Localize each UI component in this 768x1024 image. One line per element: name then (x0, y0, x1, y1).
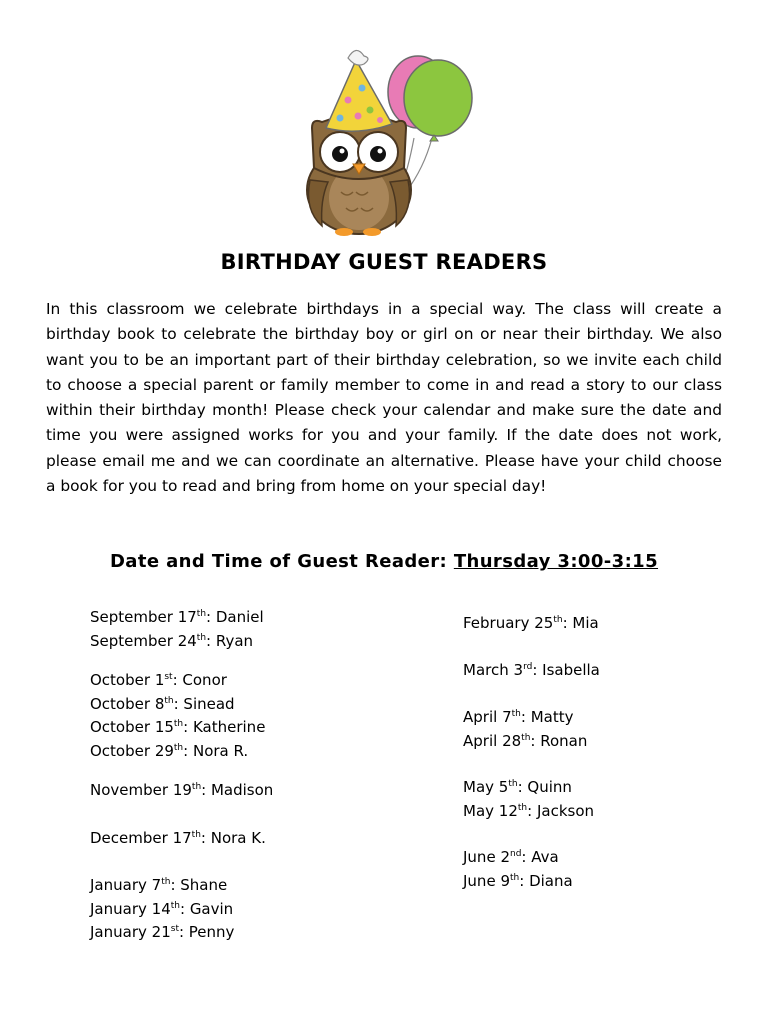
entry-name: Ryan (215, 631, 254, 650)
schedule-group (463, 659, 723, 683)
entry-day-suffix: th (191, 829, 201, 840)
entry-name: Madison (210, 781, 274, 799)
entry-day-suffix: nd (510, 849, 522, 859)
entry-month: September (90, 631, 173, 650)
entry-day: 8 (154, 694, 165, 713)
entry-day: 1 (154, 671, 165, 689)
entry-name: Conor (182, 671, 227, 689)
entry-day: 24 (177, 631, 197, 650)
entry-day-suffix: rd (523, 661, 533, 672)
entry-month: November (90, 781, 169, 799)
entry-month: May (463, 778, 495, 796)
schedule-time: Thursday 3:00-3:15 (453, 551, 659, 572)
schedule-entry: April 28th: Ronan (463, 731, 588, 750)
entry-day-suffix: th (170, 900, 180, 911)
entry-name: Quinn (527, 778, 572, 796)
entry-month: June (463, 848, 496, 866)
schedule-right-column (463, 612, 723, 893)
entry-day: 17 (172, 828, 192, 847)
page-title: BIRTHDAY GUEST READERS (220, 250, 548, 274)
schedule-heading (0, 551, 768, 572)
entry-day-suffix: th (173, 742, 184, 753)
entry-day: 3 (513, 660, 524, 679)
entry-day-suffix: th (196, 632, 207, 643)
green-balloon-icon (404, 60, 472, 136)
entry-name: Nora R. (192, 741, 249, 760)
schedule-entry: January 21st: Penny (90, 923, 235, 941)
entry-month: December (90, 828, 168, 847)
schedule-entry: December 17th: Nora K. (90, 828, 266, 847)
entry-day: 2 (500, 848, 510, 866)
entry-day-suffix: th (161, 877, 171, 887)
schedule-entry: April 7th: Matty (463, 708, 574, 726)
entry-day-suffix: th (510, 872, 520, 883)
schedule-group (90, 669, 420, 763)
schedule-entry: September 17th: Daniel (90, 608, 264, 626)
entry-month: March (463, 660, 509, 679)
schedule-entry: January 14th: Gavin (90, 899, 234, 918)
entry-day: 7 (502, 708, 512, 726)
schedule-group (90, 827, 420, 851)
entry-month: May (463, 801, 495, 820)
entry-day: 19 (172, 781, 192, 799)
entry-name: Diana (529, 871, 573, 890)
schedule-group (90, 874, 420, 945)
entry-name: Ronan (540, 731, 588, 750)
schedule-group (90, 779, 420, 803)
schedule-left-column (90, 606, 420, 945)
schedule-entry: September 24th: Ryan (90, 631, 254, 650)
entry-name: Isabella (542, 660, 600, 679)
entry-month: June (463, 871, 496, 890)
entry-month: February (463, 614, 530, 632)
entry-month: January (90, 899, 147, 918)
entry-month: January (90, 876, 147, 894)
entry-month: October (90, 694, 151, 713)
entry-day: 21 (151, 923, 171, 941)
schedule-entry: October 1st: Conor (90, 671, 227, 689)
owl-illustration (296, 40, 486, 236)
entry-name: Gavin (189, 899, 234, 918)
schedule-entry: October 29th: Nora R. (90, 741, 249, 760)
schedule-group (90, 606, 420, 653)
entry-day: 25 (534, 614, 554, 632)
entry-day: 12 (498, 801, 518, 820)
entry-month: April (463, 708, 498, 726)
owl-party-icon (296, 40, 486, 236)
entry-day: 7 (151, 876, 162, 894)
entry-day: 9 (500, 871, 510, 890)
entry-name: Shane (180, 876, 228, 894)
entry-day: 14 (151, 899, 171, 918)
schedule-label: Date and Time of Guest Reader: (109, 551, 448, 572)
entry-name: Mia (572, 614, 599, 632)
schedule-entry: May 12th: Jackson (463, 801, 595, 820)
entry-name: Penny (188, 923, 235, 941)
schedule-entry: May 5th: Quinn (463, 778, 572, 796)
entry-name: Jackson (536, 801, 595, 820)
entry-name: Daniel (215, 608, 264, 626)
entry-day-suffix: th (196, 609, 207, 619)
entry-name: Matty (530, 708, 574, 726)
entry-day: 5 (498, 778, 509, 796)
schedule-group (463, 706, 723, 753)
schedule-group (463, 776, 723, 823)
entry-month: October (90, 718, 151, 736)
entry-day: 28 (502, 731, 522, 750)
entry-day-suffix: th (553, 615, 563, 625)
entry-day-suffix: th (508, 779, 518, 789)
schedule-entry: January 7th: Shane (90, 876, 228, 894)
entry-name: Katherine (192, 718, 266, 736)
entry-day-suffix: th (164, 695, 174, 706)
schedule-entry: February 25th: Mia (463, 614, 599, 632)
entry-day-suffix: th (511, 709, 521, 719)
schedule-entry: June 9th: Diana (463, 871, 573, 890)
entry-day-suffix: th (173, 719, 184, 729)
entry-name: Nora K. (210, 828, 266, 847)
entry-month: April (463, 731, 498, 750)
intro-paragraph: In this classroom we celebrate birthdays in a special way. The class will create a birthday book to celebrate the birthday boy or girl on or near their birthday. We also want you to be an important part of their birthday celebration, so we invite each child to choose a special parent or family member to come in and read a story to our class within their birthday month! Please check your calendar and make sure the date and time you were assigned works for you and your family. If the date does not work, please email me and we can coordinate an alternative. Please have your child choose a book for you to read and bring from home on your special day! (46, 300, 722, 496)
schedule-entry: October 8th: Sinead (90, 694, 235, 713)
schedule-entry: October 15th: Katherine (90, 718, 266, 736)
entry-month: January (90, 923, 147, 941)
schedule-entry: March 3rd: Isabella (463, 660, 600, 679)
schedule-entry: November 19th: Madison (90, 781, 274, 799)
schedule-group (463, 612, 723, 636)
entry-day: 17 (177, 608, 197, 626)
entry-day: 29 (154, 741, 174, 760)
schedule-group (463, 846, 723, 893)
entry-day-suffix: st (170, 924, 179, 934)
entry-month: October (90, 671, 151, 689)
entry-day-suffix: st (164, 672, 173, 682)
entry-day-suffix: th (521, 732, 531, 743)
entry-month: October (90, 741, 151, 760)
entry-day: 15 (154, 718, 174, 736)
entry-day-suffix: th (517, 802, 528, 813)
entry-name: Sinead (183, 694, 235, 713)
schedule-entry: June 2nd: Ava (463, 848, 559, 866)
entry-name: Ava (531, 848, 559, 866)
entry-month: September (90, 608, 173, 626)
entry-day-suffix: th (191, 782, 202, 792)
